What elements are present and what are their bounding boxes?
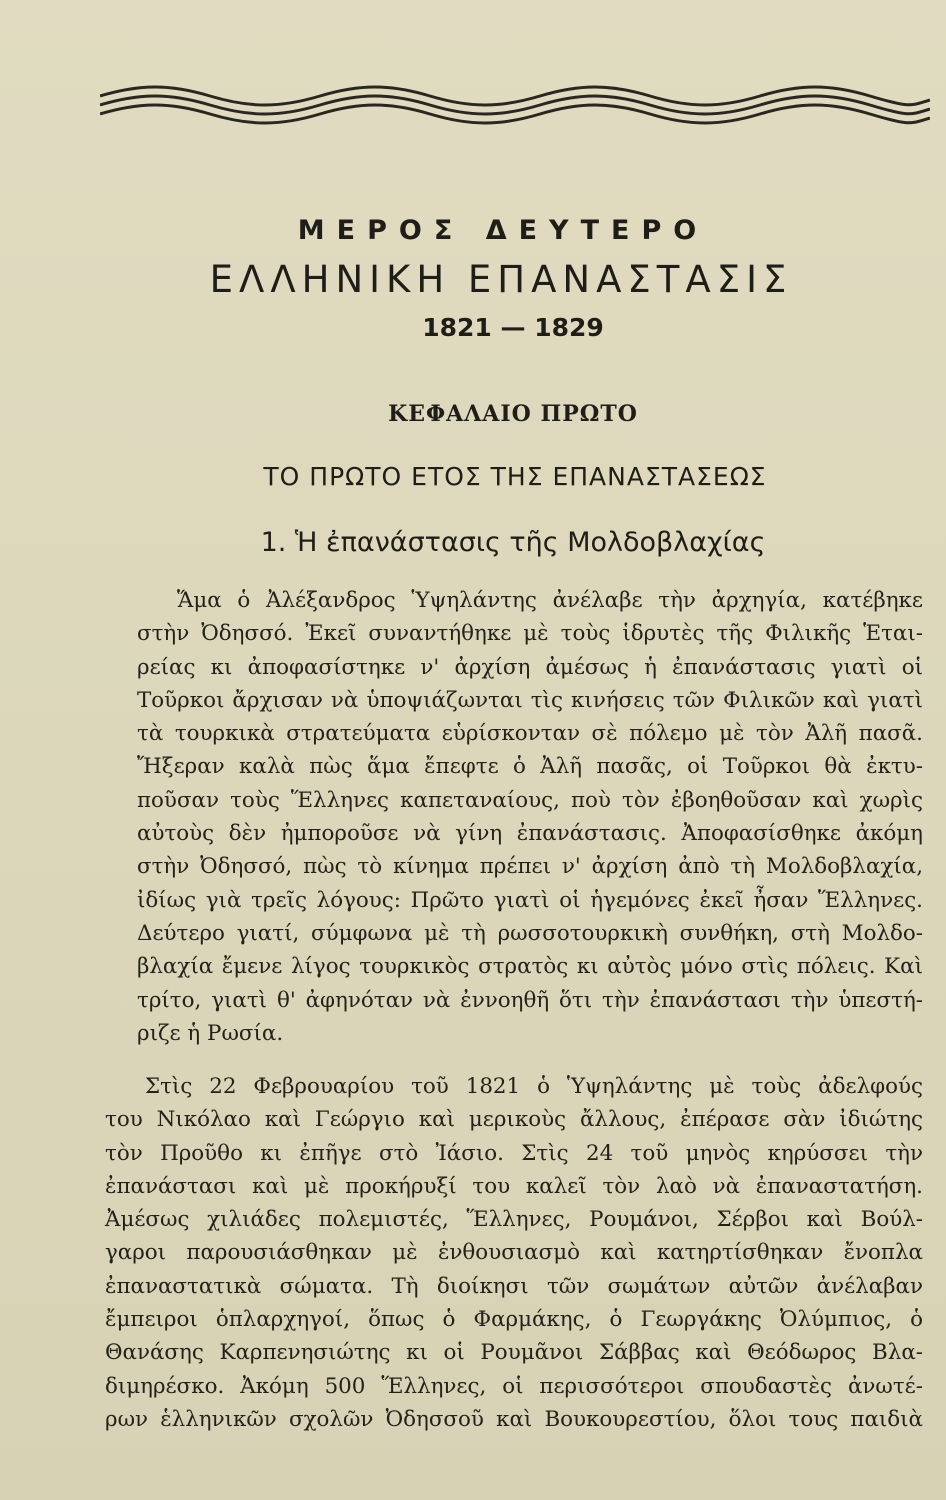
text-line: ποῦσαν τοὺς Ἕλληνες καπεταναίους, ποὺ τὸν ἐβοηθοῦσαν καὶ χωρὶς [137,787,923,813]
paragraph-2 [105,1070,923,1436]
paragraph-1 [105,584,923,1050]
text-line: διμηρέσκο. Ἀκόμη 500 Ἕλληνες, οἱ περισσότεροι σπουδαστὲς ἀνωτέ- [105,1373,923,1399]
chapter-label: ΚΕΦΑΛΑΙΟ ΠΡΩΤΟ [388,401,638,427]
text-line: ἔμπειροι ὁπλαρχηγοί, ὅπως ὁ Φαρμάκης, ὁ Γεωργάκης Ὀλύμπιος, ὁ [105,1307,923,1333]
part-title: ΜΕΡΟΣ ΔΕΥΤΕΡΟ [297,215,709,246]
main-title: ΕΛΛΗΝΙΚΗ ΕΠΑΝΑΣΤΑΣΙΣ [209,258,793,301]
text-line: ρείας κι ἀποφασίστηκε ν' ἀρχίση ἀμέσως ἡ ἐπανάστασις γιατὶ οἱ [137,654,923,680]
text-line: τρίτο, γιατὶ θ' ἀφηνόταν νὰ ἐννοηθῆ ὅτι τὴν ἐπανάστασι τὴν ὑπεστή- [137,987,923,1013]
text-line: Ἀμέσως χιλιάδες πολεμιστές, Ἕλληνες, Ρουμάνοι, Σέρβοι καὶ Βούλ- [105,1207,923,1233]
text-line: Στὶς 22 Φεβρουαρίου τοῦ 1821 ὁ Ὑψηλάντης μὲ τοὺς ἀδελφούς [145,1074,923,1099]
text-line: ἰδίως γιὰ τρεῖς λόγους: Πρῶτο γιατὶ οἱ ἡγεμόνες ἐκεῖ ἦσαν Ἕλληνες. [137,887,923,913]
wave-ornament-divider [100,78,930,128]
section-title: 1. Ἡ ἐπανάστασις τῆς Μολδοβλαχίας [260,527,766,558]
text-line: τὸν Προῦθο κι ἐπῆγε στὸ Ἰάσιο. Στὶς 24 τοῦ μηνὸς κηρύσσει τὴν [105,1140,923,1166]
text-line: στὴν Ὀδησσό. Ἐκεῖ συναντήθηκε μὲ τοὺς ἱδρυτὲς τῆς Φιλικῆς Ἑται- [137,621,923,647]
text-line: βλαχία ἔμενε λίγος τουρκικὸς στρατὸς κι αὐτὸς μόνο στὶς πόλεις. Καὶ [137,954,923,980]
chapter-subtitle: ΤΟ ΠΡΩΤΟ ΕΤΟΣ ΤΗΣ ΕΠΑΝΑΣΤΑΣΕΩΣ [263,462,767,491]
years-range: 1821 — 1829 [422,313,604,342]
text-line: ριζε ἡ Ρωσία. [137,1020,284,1046]
text-line: Ἅμα ὁ Ἀλέξανδρος Ὑψηλάντης ἀνέλαβε τὴν ἀρχηγία, κατέβηκε [177,588,923,613]
text-line: τὰ τουρκικὰ στρατεύματα εὑρίσκονταν σὲ πόλεμο μὲ τὸν Ἀλῆ πασᾶ. [137,721,923,747]
text-line: Θανάσης Καρπενησιώτης κι οἱ Ρουμᾶνοι Σάββας καὶ Θεόδωρος Βλα- [105,1340,923,1366]
text-line: ἐπαναστατικὰ σώματα. Τὴ διοίκησι τῶν σωμάτων αὐτῶν ἀνέλαβαν [105,1273,923,1299]
text-line: Δεύτερο γιατί, σύμφωνα μὲ τὴ ρωσσοτουρκικὴ συνθήκη, στὴ Μολδο- [137,920,923,946]
text-line: ἐπανάστασι καὶ μὲ προκήρυξί του καλεῖ τὸν λαὸ νὰ ἐπαναστατήση. [105,1173,923,1199]
text-line: Τοῦρκοι ἄρχισαν νὰ ὑποψιάζωνται τὶς κινήσεις τῶν Φιλικῶν καὶ γιατὶ [137,687,923,713]
text-line: στὴν Ὀδησσό, πὼς τὸ κίνημα πρέπει ν' ἀρχίση ἀπὸ τὴ Μολδοβλαχία, [137,854,923,880]
text-line: ρων ἑλληνικῶν σχολῶν Ὀδησσοῦ καὶ Βουκουρεστίου, ὅλοι τους παιδιὰ [105,1406,923,1432]
text-line: του Νικόλαο καὶ Γεώργιο καὶ μερικοὺς ἄλλους, ἐπέρασε σὰν ἰδιώτης [105,1107,923,1133]
text-line: γαροι παρουσιάσθηκαν μὲ ἐνθουσιασμὸ καὶ κατηρτίσθηκαν ἔνοπλα [105,1240,923,1266]
text-line: αὐτοὺς δὲν ἠμποροῦσε νὰ γίνη ἐπανάστασις. Ἀποφασίσθηκε ἀκόμη [137,821,923,847]
text-line: Ἤξεραν καλὰ πὼς ἅμα ἔπεφτε ὁ Ἀλῆ πασᾶς, οἱ Τοῦρκοι θὰ ἐκτυ- [137,754,923,780]
